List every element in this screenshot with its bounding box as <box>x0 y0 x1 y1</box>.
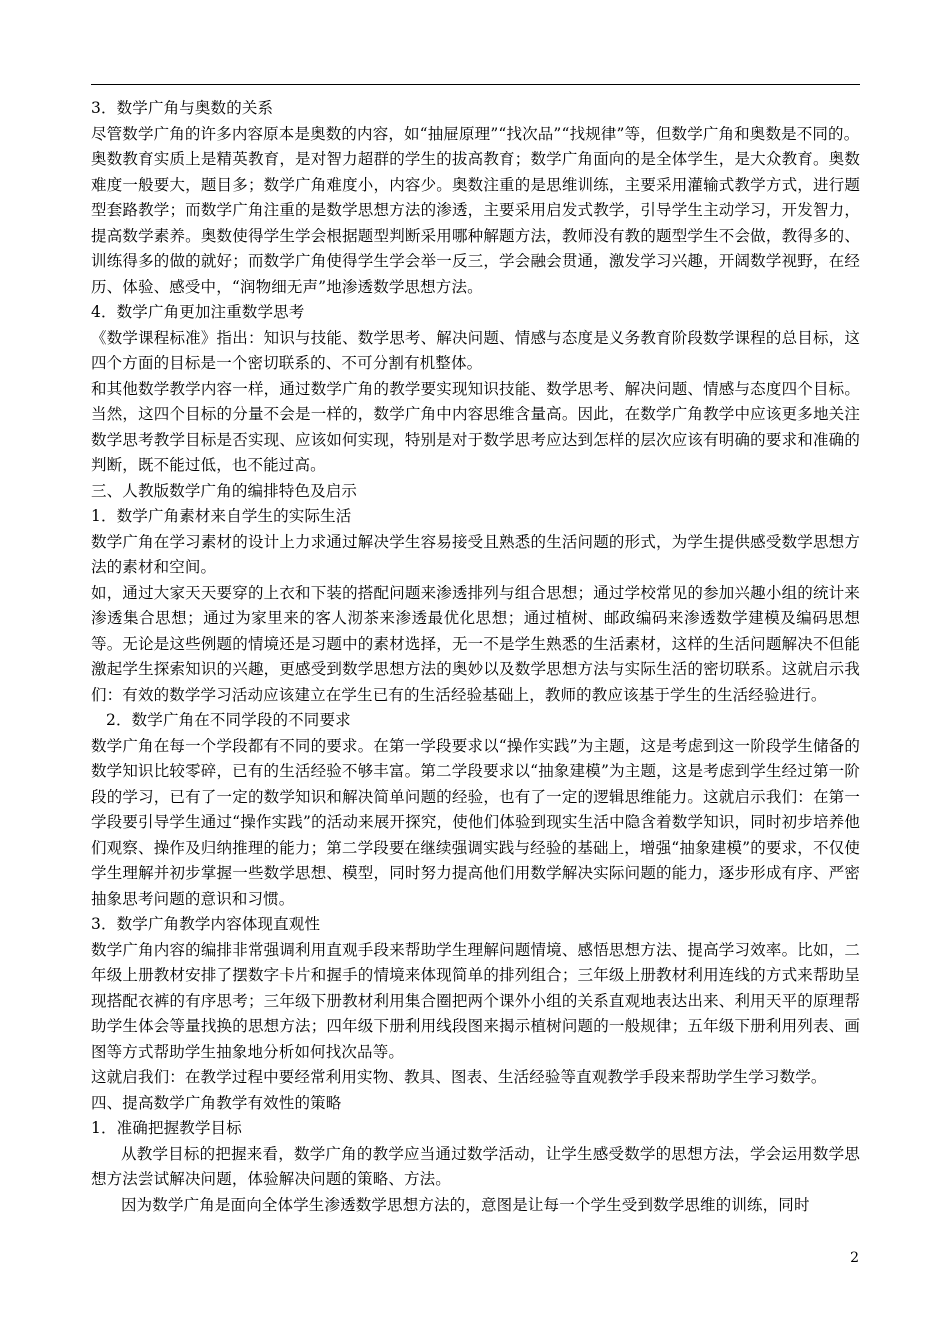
paragraph: 和其他数学教学内容一样，通过数学广角的教学要实现知识技能、数学思考、解决问题、情感与态度四个目标。当然，这四个目标的分量不会是一样的，数学广角中内容思维含量高。因此，在数学广角教学中应该更多地关注数学思考教学目标是否实现、应该如何实现，特别是对于数学思考应达到怎样的层次应该有明确的要求和准确的判断，既不能过低，也不能过高。 <box>91 379 860 474</box>
paragraph: 数学广角在每一个学段都有不同的要求。在第一学段要求以“操作实践”为主题，这是考虑到这一阶段学生储备的数学知识比较零碎，已有的生活经验不够丰富。第二学段要求以“抽象建模”为主题，这是考虑到学生经过第一阶段的学习，已有了一定的数学知识和解决简单问题的经验，也有了一定的逻辑思维能力。这就启示我们：在第一学段要引导学生通过“操作实践”的活动来展开探究，使他们体验到现实生活中隐含着数学知识，同时初步培养他们观察、操作及归纳推理的能力；第二学段要在继续强调实践与经验的基础上，增强“抽象建模”的要求，不仅使学生理解并初步掌握一些数学思想、模型，同时努力提高他们用数学解决实际问题的能力，逐步形成有序、严密抽象思考问题的意识和习惯。 <box>91 736 860 908</box>
paragraph: 如，通过大家天天要穿的上衣和下装的搭配问题来渗透排列与组合思想；通过学校常见的参加兴趣小组的统计来渗透集合思想；通过为家里来的客人沏茶来渗透最优化思想；通过植树、邮政编码来渗透数学建模及编码思想等。无论是这些例题的情境还是习题中的素材选择，无一不是学生熟悉的生活素材，这样的生活问题解决不但能激起学生探索知识的兴趣，更感受到数学思想方法的奥妙以及数学思想方法与实际生活的密切联系。这就启示我们：有效的数学学习活动应该建立在学生已有的生活经验基础上，教师的教应该基于学生的生活经验进行。 <box>91 583 860 704</box>
heading-1-objectives: 1．准确把握教学目标 <box>91 1119 242 1137</box>
section-heading-4: 四、提高数学广角教学有效性的策略 <box>91 1093 342 1112</box>
section-heading-3: 三、人教版数学广角的编排特色及启示 <box>91 481 358 500</box>
paragraph: 数学广角在学习素材的设计上力求通过解决学生容易接受且熟悉的生活问题的形式，为学生提供感受数学思想方法的素材和空间。 <box>91 532 860 576</box>
document-body <box>91 96 860 1218</box>
paragraph: 这就启我们：在教学过程中要经常利用实物、教具、图表、生活经验等直观教学手段来帮助学生学习数学。 <box>91 1068 827 1086</box>
heading-3-relation: 3．数学广角与奥数的关系 <box>91 99 274 117</box>
paragraph: 奥数教育实质上是精英教育，是对智力超群的学生的拔高教育；数学广角面向的是全体学生，是大众教育。奥数难度一般要大，题目多；数学广角难度小，内容少。奥数注重的是思维训练，主要采用灌输式教学方式，进行题型套路教学；而数学广角注重的是数学思想方法的渗透，主要采用启发式教学，引导学生主动学习，开发智力，提高数学素养。奥数使得学生学会根据题型判断采用哪种解题方法，教师没有教的题型学生不会做，教得多的、训练得多的做的就好；而数学广角使得学生学会举一反三，学会融会贯通，激发学习兴趣，开阔数学视野，在经历、体验、感受中，“润物细无声”地渗透数学思想方法。 <box>91 150 860 296</box>
paragraph: 数学广角内容的编排非常强调利用直观手段来帮助学生理解问题情境、感悟思想方法、提高学习效率。比如，二年级上册教材安排了摆数字卡片和握手的情境来体现简单的排列组合；三年级上册教材利用连线的方式来帮助呈现搭配衣裤的有序思考；三年级下册教材利用集合圈把两个课外小组的关系直观地表达出来、利用天平的原理帮助学生体会等量找换的思想方法；四年级下册利用线段图来揭示植树问题的一般规律；五年级下册利用列表、画图等方式帮助学生抽象地分析如何找次品等。 <box>91 940 860 1061</box>
page-number: 2 <box>850 1250 859 1266</box>
paragraph: 《数学课程标准》指出：知识与技能、数学思考、解决问题、情感与态度是义务教育阶段数学课程的总目标，这四个方面的目标是一个密切联系的、不可分割有机整体。 <box>91 328 860 372</box>
heading-2-stages: 2．数学广角在不同学段的不同要求 <box>106 711 351 729</box>
paragraph: 从教学目标的把握来看，数学广角的教学应当通过数学活动，让学生感受数学的思想方法，学会运用数学思想方法尝试解决问题，体验解决问题的策略、方法。 <box>91 1144 860 1188</box>
paragraph: 因为数学广角是面向全体学生渗透数学思想方法的，意图是让每一个学生受到数学思维的训练，同时 <box>121 1195 810 1214</box>
header-rule <box>91 84 860 85</box>
heading-4-math-thinking: 4．数学广角更加注重数学思考 <box>91 303 305 321</box>
paragraph: 尽管数学广角的许多内容原本是奥数的内容，如“抽屉原理”“找次品”“找规律”等，但数学广角和奥数是不同的。 <box>91 124 860 143</box>
heading-3-intuitive: 3．数学广角教学内容体现直观性 <box>91 915 321 933</box>
heading-1-real-life: 1．数学广角素材来自学生的实际生活 <box>91 507 352 525</box>
